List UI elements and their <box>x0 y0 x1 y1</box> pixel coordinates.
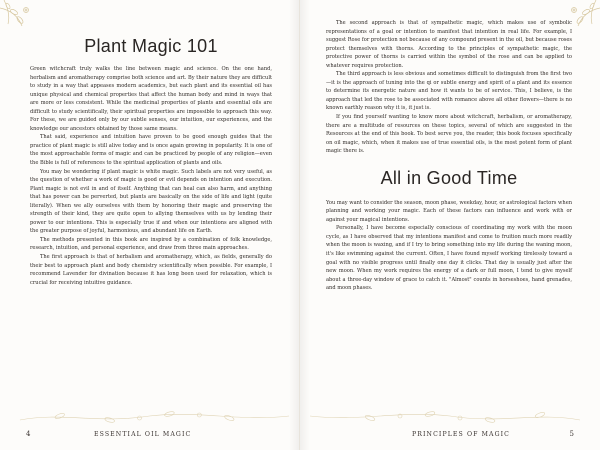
chapter-title: Plant Magic 101 <box>84 36 218 56</box>
running-footer: PRINCIPLES OF MAGIC <box>411 431 510 438</box>
gutter-shadow <box>289 0 299 450</box>
paragraph: You may be wondering if plant magic is white magic. Such labels are not very useful, as the question of whether a work of magic is good or evil depends on intention and execution. Plant magic is not evil in and of itself. Anything that can heal can also harm, and anything that has power can be perverted, but plants are basically on the side of life and light (quite literally). When we ally ourselves with them by honoring their magic and preserving the strength of their kind, they are quite open to allying themselves with us by lending their power to our intentions. This is especially true if and when our intentions are aligned with the greater purpose of joyful, harmonious, and abundant life on Earth. <box>30 168 272 235</box>
page-number: 4 <box>26 430 31 438</box>
paragraph: The first approach is that of herbalism and aromatherapy, which, as fields, generally do their best to approach plant and body chemistry scientifically when possible. For example, I recommend Lavender for divination because it has long been used for relaxation, which is crucial for receiving intuitive guidance. <box>30 254 272 286</box>
paragraph: The second approach is that of sympathetic magic, which makes use of symbolic representations of a goal or intention to manifest that intention in real life. For example, I suggest Rose for protection not because of any compound present in the oil, but because roses protect themselves with thorns. According to the principles of sympathetic magic, the protective power of thorns is carried within the symbol of the rose and can be applied to whatever requires protection. <box>326 20 572 69</box>
right-page <box>300 0 600 450</box>
paragraph: You may want to consider the season, moon phase, weekday, hour, or astrological factors when planning and working your magic. Each of these factors can influence and work with or against your magical intentions. <box>326 199 572 223</box>
paragraph: If you find yourself wanting to know more about witchcraft, herbalism, or aromatherapy, there are a multitude of resources on these topics, several of which are suggested in the Resources at the end of this book. To best serve you, the reader, this book focuses specifically on oil magic, which, when it makes use of true essential oils, is the most potent form of plant magic there is. <box>326 114 572 155</box>
paragraph: The third approach is less obvious and sometimes difficult to distinguish from the first two—it is the approach of tuning into the qi or subtle energy and spirit of a plant and its essence to determine its energetic nature and how it wants to be of service. This, I believe, is the approach that led the rose to be associated with romance above all other flowers—there is no known earthly reason why it is, it just is. <box>326 71 572 112</box>
gutter-shadow <box>300 0 310 450</box>
page-number: 5 <box>569 430 574 438</box>
section-title: All in Good Time <box>380 167 518 188</box>
running-footer: ESSENTIAL OIL MAGIC <box>94 431 192 438</box>
right-page-text-block <box>326 19 572 293</box>
paragraph: The methods presented in this book are inspired by a combination of folk knowledge, research, intuition, and personal experience, and draw from three main approaches. <box>30 236 272 252</box>
paragraph: That said, experience and intuition have proven to be good enough guides that the practice of plant magic is still alive today and is once again growing in popularity. It is one of the most approachable forms of magic and can be practiced by people of any religion—even the Bible is full of references to the spiritual application of plants and oils. <box>30 134 272 167</box>
left-page-text-block <box>30 22 272 287</box>
botanical-vine-border-icon <box>300 406 600 426</box>
paragraph: Personally, I have become especially conscious of coordinating my work with the moon cycle, as I have observed that my intentions manifest and come to fruition much more readily when the moon is waxing, and if I try to bring something into my life during the waning moon, it's like swimming against the current. Often, I have found myself working tirelessly toward a goal with no visible progress until finally one day it clicks. That day is usually just after the new moon. When my work requires the energy of a dark or full moon, I tend to give myself about a three-day window of grace to catch it. "Almost" counts in horseshoes, hand grenades, and moon phases. <box>326 225 572 292</box>
paragraph: Green witchcraft truly walks the line between magic and science. On the one hand, herbalism and aromatherapy comprise both science and art. By their nature they are difficult to study in a way that appeases modern academics, but each plant and its essential oil has unique physical and chemical properties that affect the human body and mind in ways that are more or less consistent. While the medicinal properties of plants and essential oils are difficult to study scientifically, their spiritual properties are impossible to approach this way. For these, we are guided only by our subtle senses, our intuition, our experiences, and the knowledge our ancestors obtained by those same means. <box>30 66 272 132</box>
botanical-vine-border-icon <box>0 406 299 426</box>
